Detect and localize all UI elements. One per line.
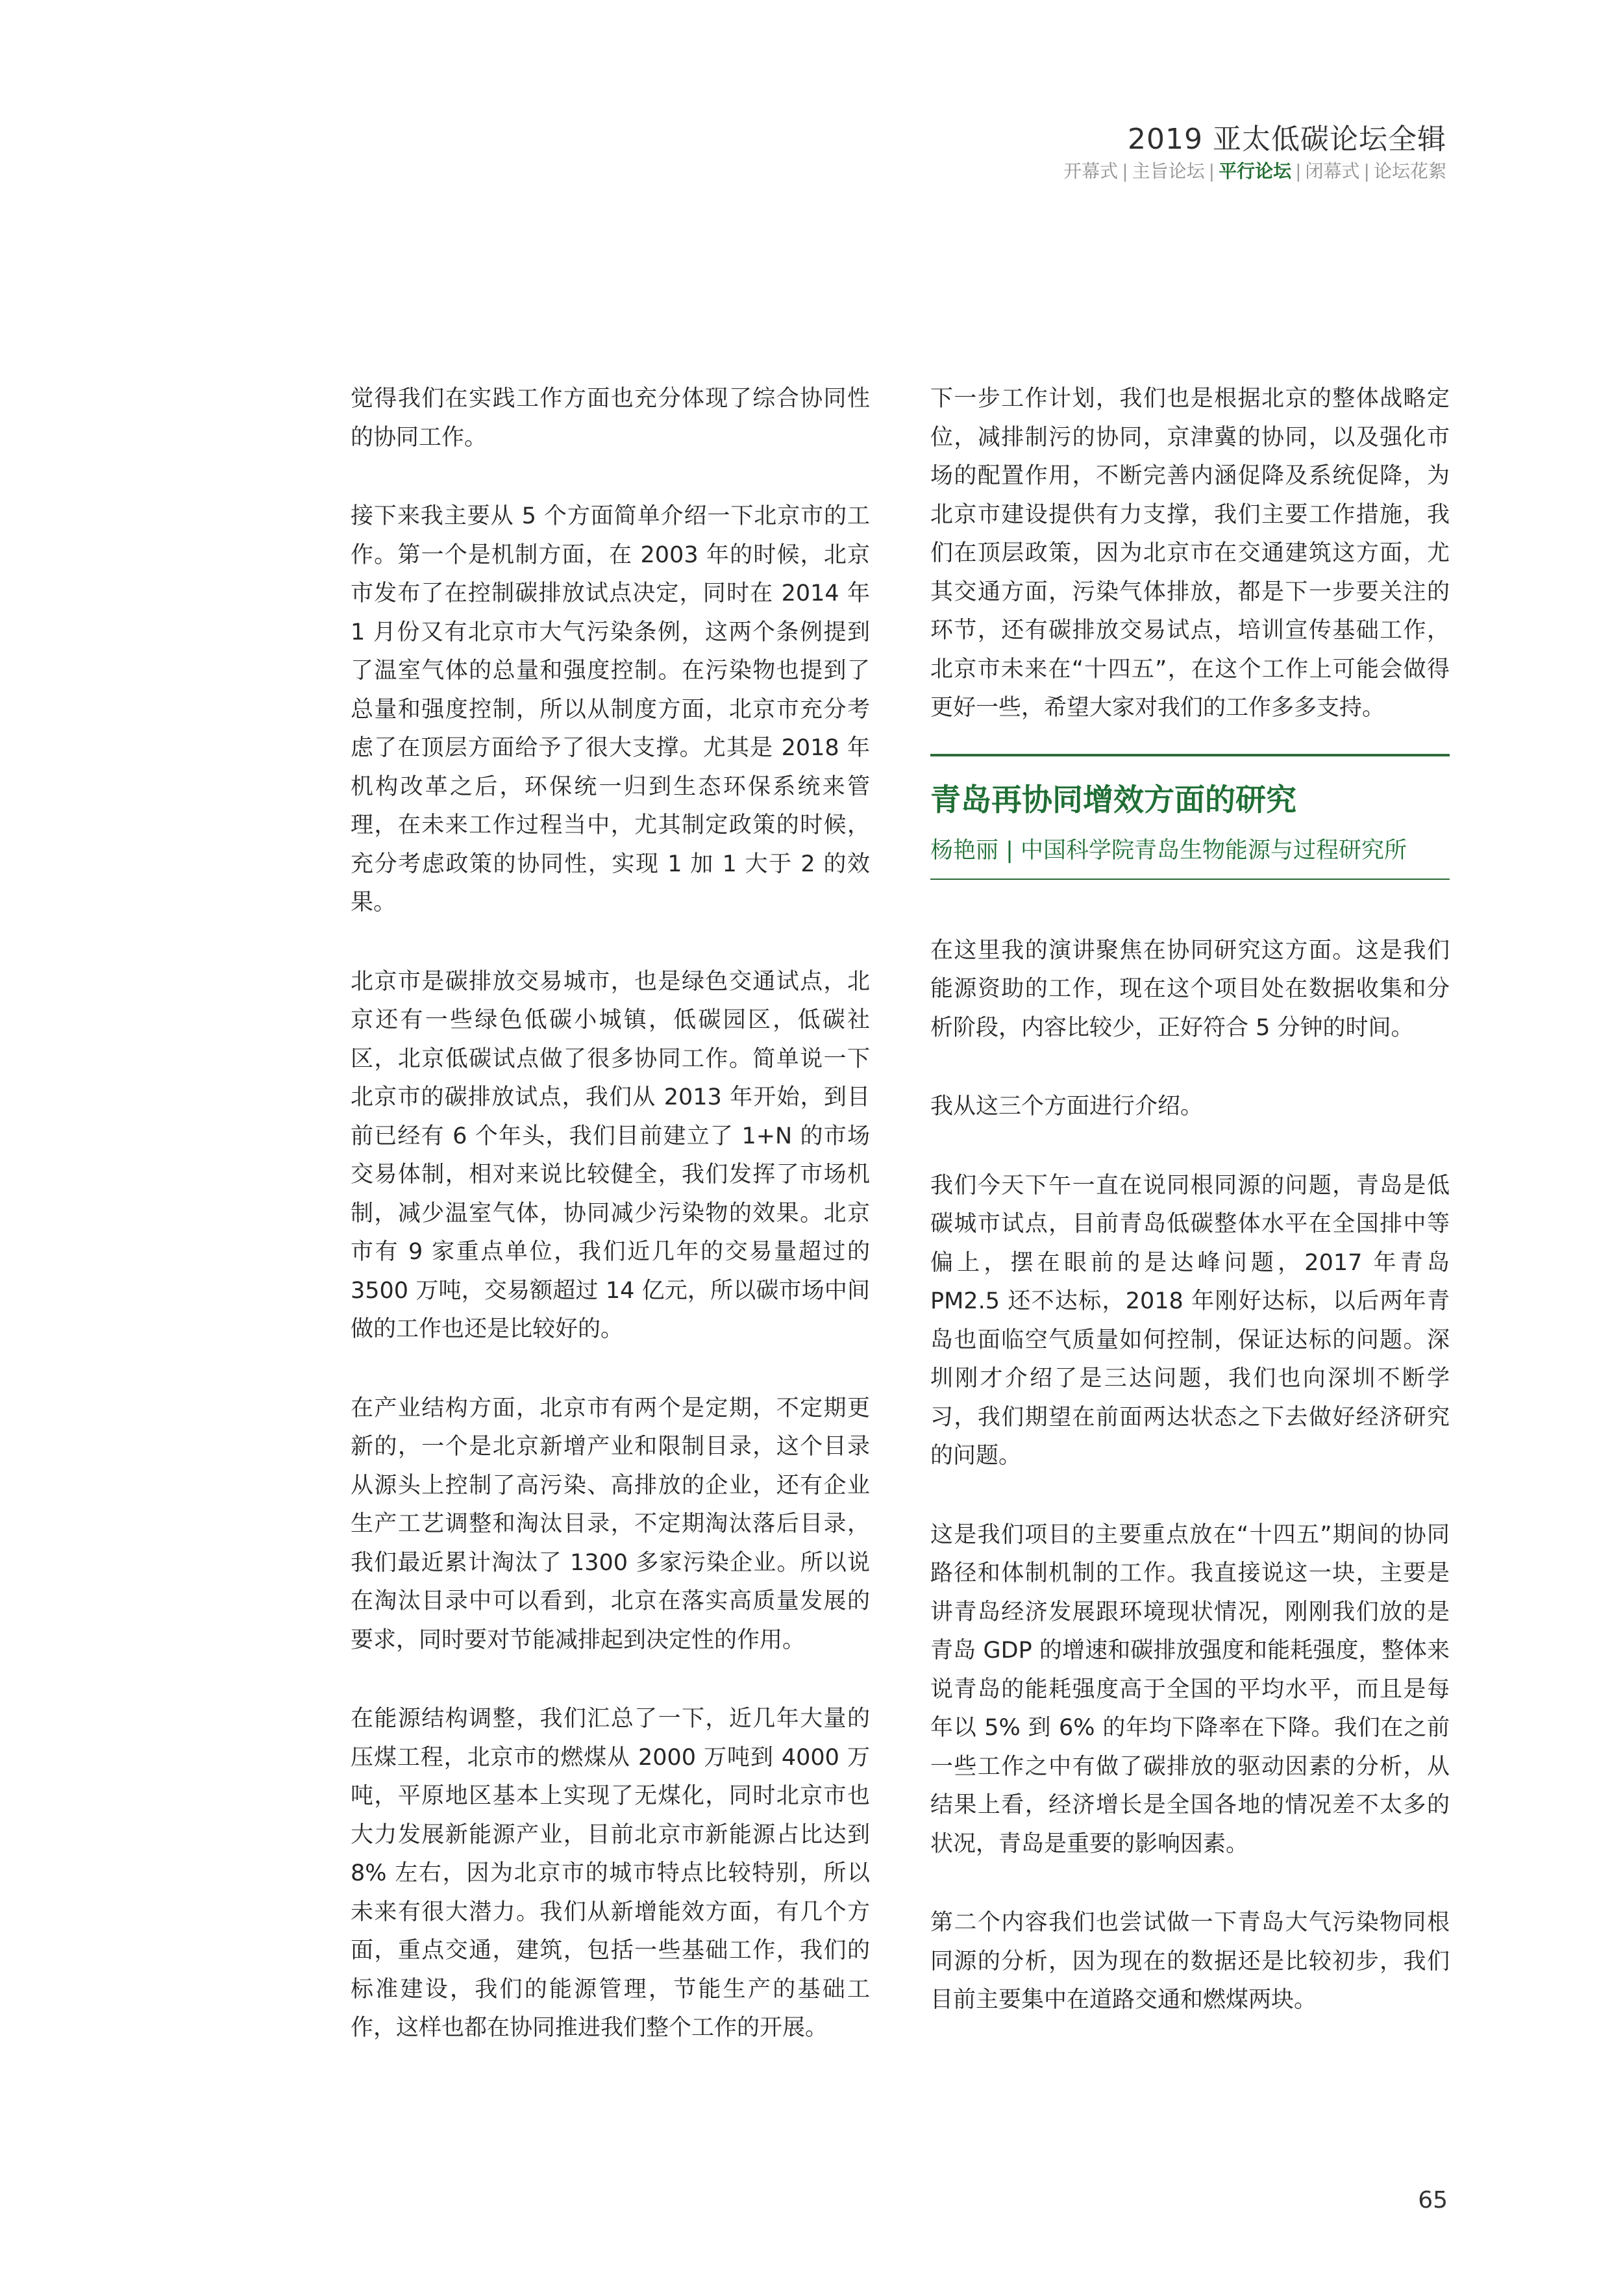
- body-paragraph: 这是我们项目的主要重点放在“十四五”期间的协同路径和体制机制的工作。我直接说这一块，主要是讲青岛经济发展跟环境现状情况，刚刚我们放的是青岛 GDP 的增速和碳排放强度和能耗强度，整体来说青岛的能耗强度高于全国的平均水平，而且是每年以 5% 到 6% 的年均下降率在下降。我们在之前一些工作之中有做了碳排放的驱动因素的分析，从结果上看，经济增长是全国各地的情况差不太多的状况，青岛是重要的影响因素。: [930, 1521, 1450, 1857]
- nav-item-highlights[interactable]: 论坛花絮: [1373, 160, 1446, 182]
- body-paragraph: 接下来我主要从 5 个方面简单介绍一下北京市的工作。第一个是机制方面，在 2003 年的时候，北京市发布了在控制碳排放试点决定，同时在 2014 年 1 月份又有北京市大气污染条例，这两个条例提到了温室气体的总量和强度控制。在污染物也提到了总量和强度控制，所以从制度方面，北京市充分考虑了在顶层方面给予了很大支撑。尤其是 2018 年机构改革之后，环保统一归到生态环保系统来管理，在未来工作过程当中，尤其制定政策的时候，充分考虑政策的协同性，实现 1 加 1 大于 2 的效果。: [351, 503, 870, 916]
- body-paragraph: 我们今天下午一直在说同根同源的问题，青岛是低碳城市试点，目前青岛低碳整体水平在全国排中等偏上，摆在眼前的是达峰问题，2017 年青岛 PM2.5 还不达标，2018 年刚好达标，以后两年青岛也面临空气质量如何控制，保证达标的问题。深圳刚才介绍了是三达问题，我们也向深圳不断学习，我们期望在前面两达状态之下去做好经济研究的问题。: [930, 1172, 1450, 1469]
- left-text-column: [351, 380, 870, 2088]
- right-text-column: [930, 380, 1450, 2060]
- section-speaker: 杨艳丽 | 中国科学院青岛生物能源与过程研究所: [930, 837, 1407, 864]
- nav-item-keynote[interactable]: 主旨论坛: [1132, 160, 1205, 182]
- section-heading: 青岛再协同增效方面的研究: [930, 782, 1296, 818]
- body-paragraph: 北京市是碳排放交易城市，也是绿色交通试点，北京还有一些绿色低碳小城镇，低碳园区，低碳社区，北京低碳试点做了很多协同工作。简单说一下北京市的碳排放试点，我们从 2013 年开始，到目前已经有 6 个年头，我们目前建立了 1+N 的市场交易体制，相对来说比较健全，我们发挥了市场机制，减少温室气体，协同减少污染物的效果。北京市有 9 家重点单位，我们近几年的交易量超过的 3500 万吨，交易额超过 14 亿元，所以碳市场中间做的工作也还是比较好的。: [351, 968, 870, 1342]
- section-divider-top: [930, 754, 1450, 756]
- nav-separator: |: [1208, 160, 1215, 182]
- nav-item-opening[interactable]: 开幕式: [1063, 160, 1119, 182]
- page-number: 65: [1418, 2187, 1448, 2214]
- body-paragraph: 第二个内容我们也尝试做一下青岛大气污染物同根同源的分析，因为现在的数据还是比较初步，我们目前主要集中在道路交通和燃煤两块。: [930, 1910, 1450, 2013]
- nav-separator: |: [1122, 160, 1128, 182]
- body-paragraph: 我从这三个方面进行介绍。: [930, 1093, 1204, 1119]
- body-paragraph: 觉得我们在实践工作方面也充分体现了综合协同性的协同工作。: [351, 386, 870, 451]
- nav-item-parallel-forum[interactable]: 平行论坛: [1219, 160, 1292, 182]
- document-title: 2019 亚太低碳论坛全辑: [1128, 123, 1446, 156]
- section-divider-bottom: [930, 879, 1450, 880]
- section-nav: [1063, 157, 1446, 183]
- body-paragraph: 在能源结构调整，我们汇总了一下，近几年大量的压煤工程，北京市的燃煤从 2000 万吨到 4000 万吨，平原地区基本上实现了无煤化，同时北京市也大力发展新能源产业，目前北京市新能源占比达到 8% 左右，因为北京市的城市特点比较特别，所以未来有很大潜力。我们从新增能效方面，有几个方面，重点交通，建筑，包括一些基础工作，我们的标准建设，我们的能源管理，节能生产的基础工作，这样也都在协同推进我们整个工作的开展。: [351, 1706, 870, 2041]
- nav-item-closing[interactable]: 闭幕式: [1305, 160, 1360, 182]
- body-paragraph: 在这里我的演讲聚焦在协同研究这方面。这是我们能源资助的工作，现在这个项目处在数据收集和分析阶段，内容比较少，正好符合 5 分钟的时间。: [930, 937, 1450, 1041]
- body-paragraph: 下一步工作计划，我们也是根据北京的整体战略定位，减排制污的协同，京津冀的协同，以及强化市场的配置作用，不断完善内涵促降及系统促降，为北京市建设提供有力支撑，我们主要工作措施，我们在顶层政策，因为北京市在交通建筑这方面，尤其交通方面，污染气体排放，都是下一步要关注的环节，还有碳排放交易试点，培训宣传基础工作，北京市未来在“十四五”，在这个工作上可能会做得更好一些，希望大家对我们的工作多多支持。: [930, 386, 1450, 721]
- body-paragraph: 在产业结构方面，北京市有两个是定期，不定期更新的，一个是北京新增产业和限制目录，这个目录从源头上控制了高污染、高排放的企业，还有企业生产工艺调整和淘汰目录，不定期淘汰落后目录，我们最近累计淘汰了 1300 多家污染企业。所以说在淘汰目录中可以看到，北京在落实高质量发展的要求，同时要对节能减排起到决定性的作用。: [351, 1395, 870, 1653]
- nav-separator: |: [1363, 160, 1370, 182]
- nav-separator: |: [1295, 160, 1302, 182]
